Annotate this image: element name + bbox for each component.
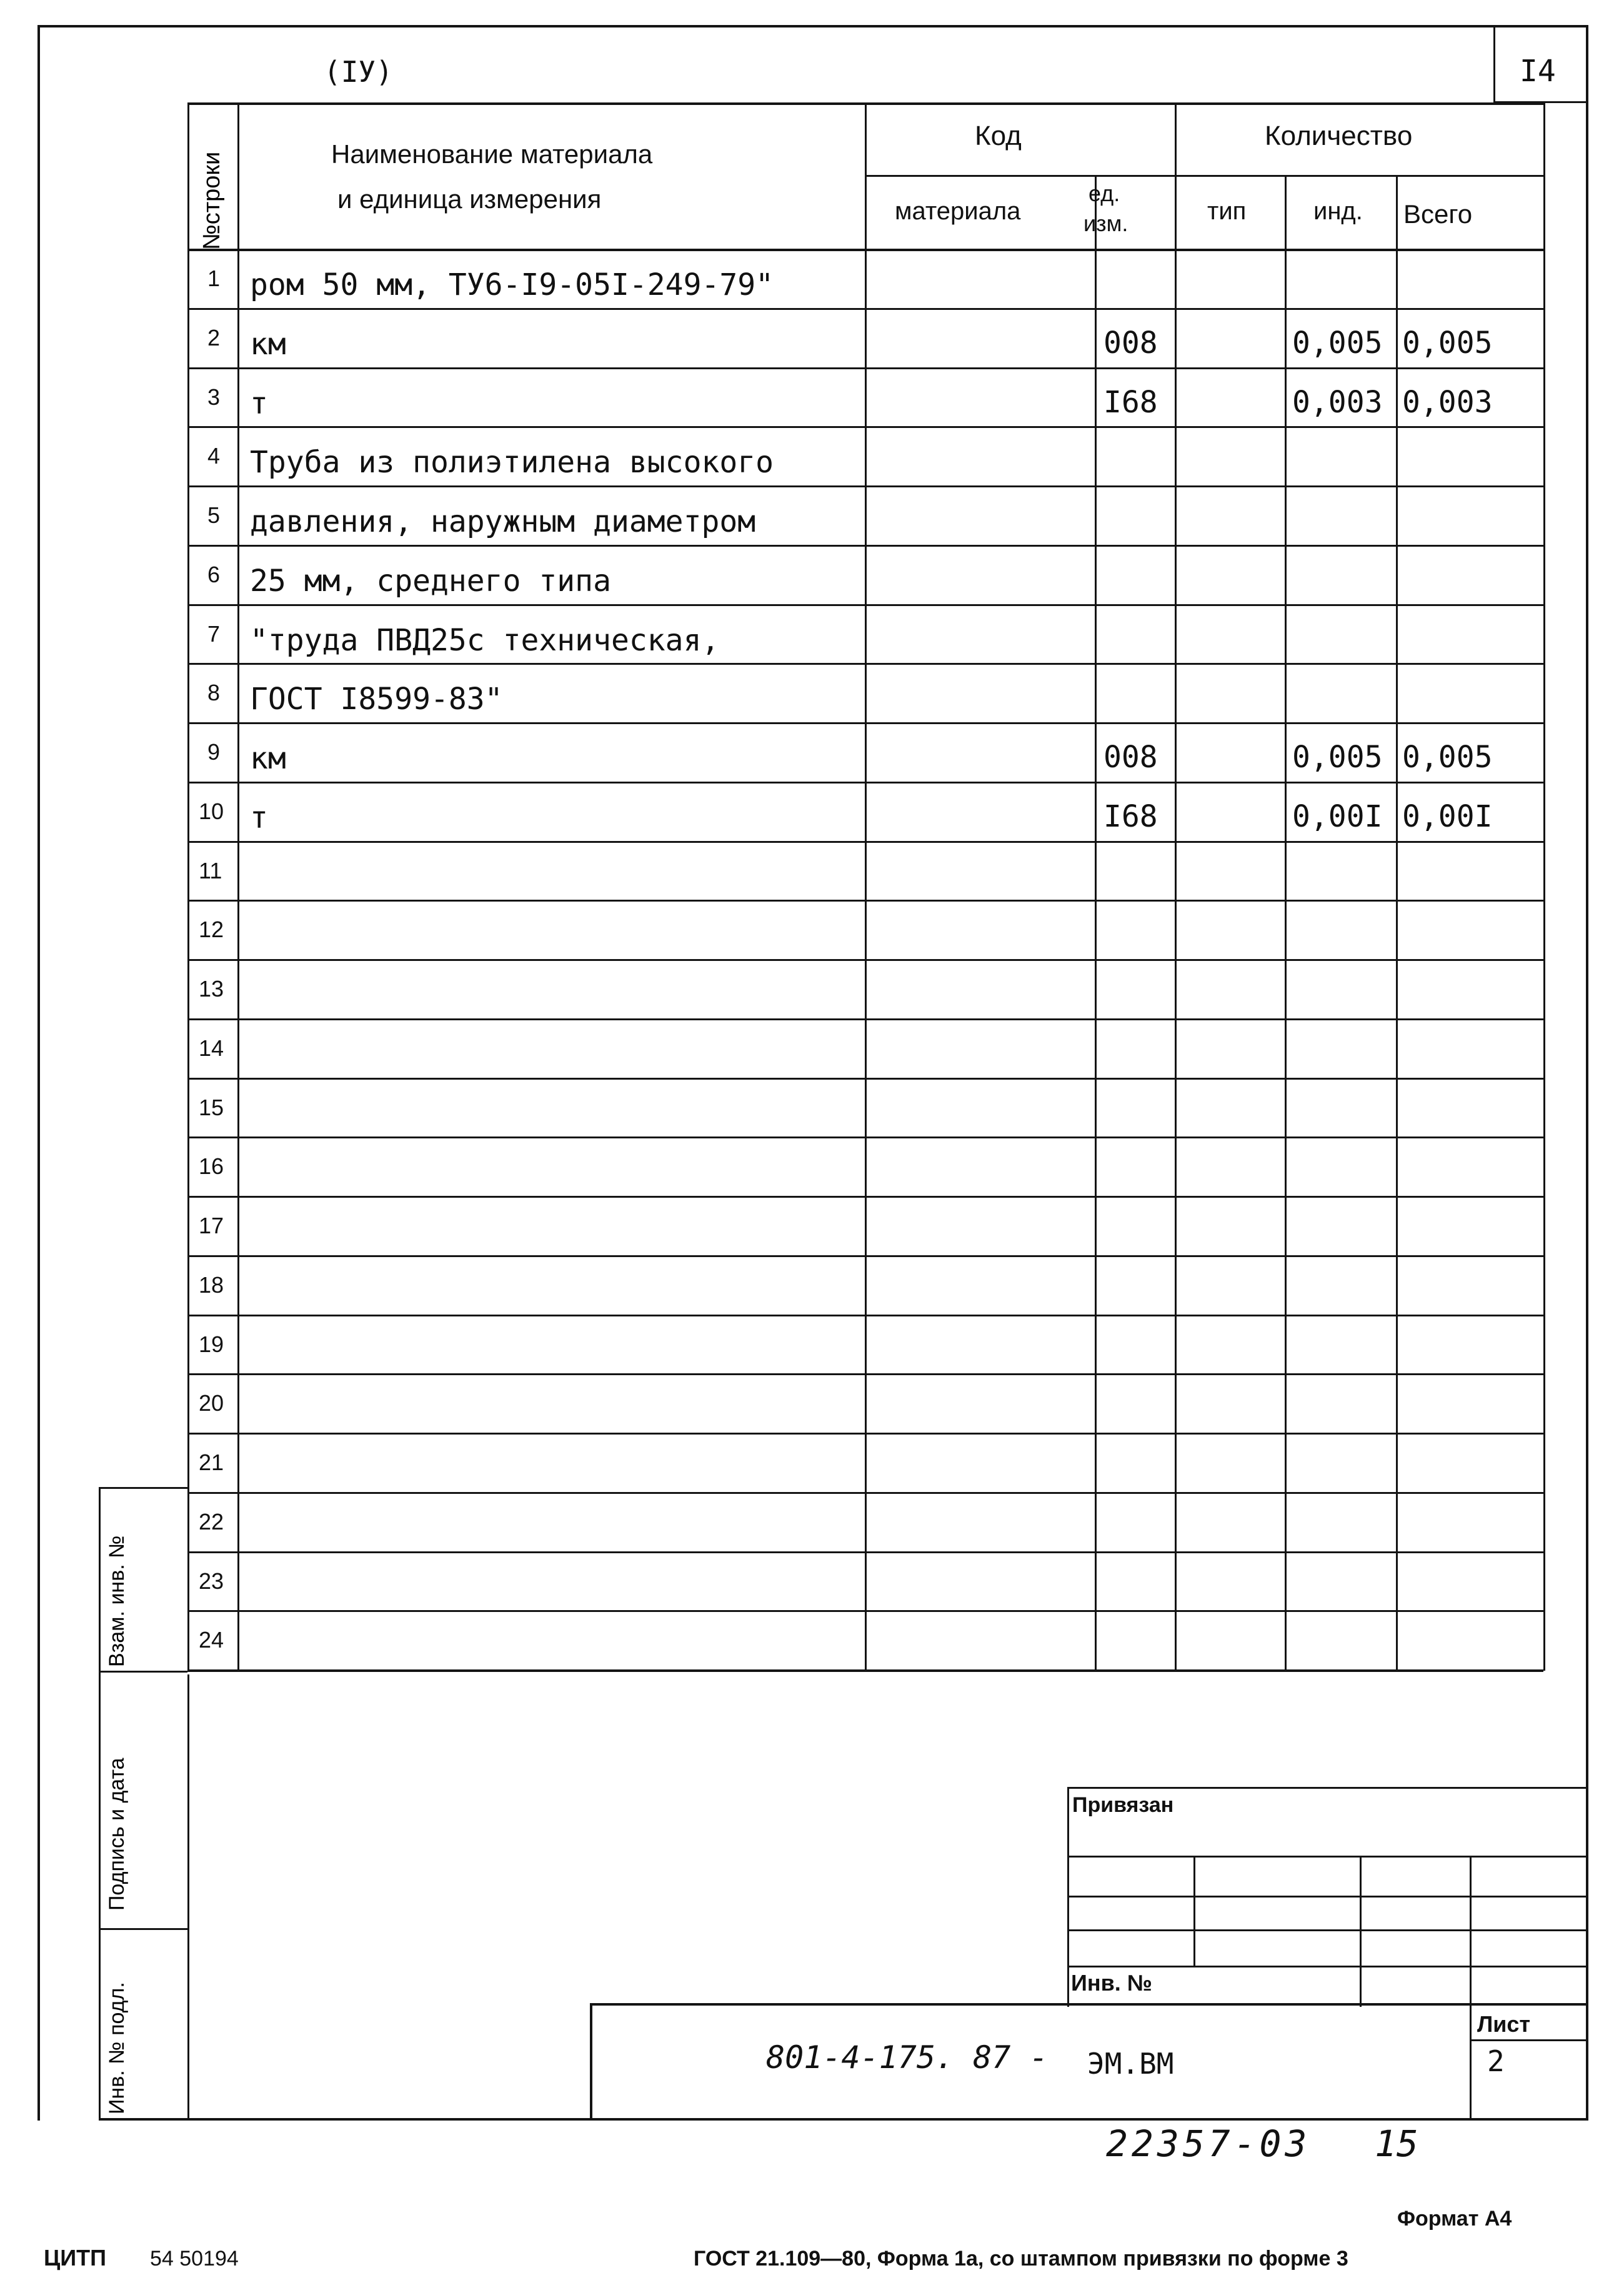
row-number: 9	[207, 739, 221, 765]
row-number: 15	[199, 1095, 224, 1120]
row-unit-code: 008	[1103, 740, 1158, 775]
header-unit-line1: ед.	[1088, 181, 1120, 206]
footer-org: ЦИТП	[44, 2245, 107, 2271]
frame-top	[37, 25, 1588, 27]
title-block-left	[590, 2003, 592, 2121]
row-number: 2	[207, 325, 221, 351]
row-unit-code: I68	[1103, 385, 1158, 420]
stamp-line-2	[1067, 1896, 1588, 1898]
row-name: км	[250, 327, 286, 362]
footer-format: Формат А4	[1397, 2207, 1512, 2231]
row-number: 22	[199, 1509, 224, 1534]
side-label-podpis: Подпись и дата	[105, 1758, 129, 1911]
column-line	[1175, 102, 1177, 1671]
row-number: 12	[199, 917, 224, 942]
row-name: "труда ПВД25с техническая,	[250, 623, 720, 658]
row-name: ром 50 мм, ТУ6-I9-05I-249-79"	[250, 267, 774, 302]
stamp-inv-no: Инв. №	[1071, 1970, 1152, 1996]
stamp-col-2	[1360, 1856, 1362, 2007]
row-unit-code: 008	[1103, 326, 1158, 361]
stamp-line-1	[1067, 1856, 1588, 1858]
row-number: 11	[199, 858, 222, 883]
side-label-vzam: Взам. инв. №	[105, 1535, 129, 1667]
row-number: 7	[207, 621, 221, 647]
section-label: (IУ)	[324, 55, 393, 89]
row-number: 6	[207, 562, 221, 587]
column-line	[1095, 175, 1097, 1671]
stamp-sheet-value: 2	[1487, 2044, 1505, 2078]
stamp-doc-suffix: ЭМ.ВМ	[1087, 2047, 1174, 2081]
lower-area-left	[187, 1674, 189, 2121]
column-line	[237, 102, 239, 1671]
page-number-divider	[1493, 25, 1495, 102]
row-number: 5	[207, 502, 221, 528]
title-block-sheet-divider	[1470, 2003, 1472, 2121]
stamp-line-4	[1067, 1966, 1588, 1967]
header-mid-line	[865, 175, 1543, 177]
footer-order-no: 54 50194	[150, 2247, 239, 2271]
row-number: 19	[199, 1331, 224, 1357]
row-name: Труба из полиэтилена высокого	[250, 445, 774, 480]
row-name: т	[250, 386, 268, 421]
side-divider-1	[99, 1671, 187, 1673]
header-row-number: №строки	[199, 151, 225, 250]
side-label-inv-podl: Инв. № подл.	[105, 1982, 129, 2114]
title-block-top	[590, 2003, 1588, 2006]
page-number: I4	[1520, 54, 1556, 89]
stamp-privyazan: Привязан	[1072, 1793, 1174, 1817]
row-number: 16	[199, 1153, 224, 1179]
stamp-sheet-label: Лист	[1477, 2011, 1531, 2037]
row-number: 24	[199, 1627, 224, 1653]
frame-right	[1586, 25, 1588, 2121]
footer-gost: ГОСТ 21.109—80, Форма 1а, со штампом привязки по форме 3	[694, 2247, 1348, 2271]
header-type: тип	[1207, 197, 1247, 225]
stamp-doc-code: 801-4-175. 87 -	[766, 2039, 1049, 2076]
stamp-line-3	[1067, 1929, 1588, 1931]
row-total-qty: 0,003	[1402, 385, 1493, 420]
column-line	[1543, 102, 1545, 1671]
row-total-qty: 0,00I	[1402, 799, 1493, 834]
lower-area-bottom	[99, 2118, 1588, 2121]
row-ind-qty: 0,005	[1292, 740, 1383, 775]
handwritten-number: 22357-03	[1106, 2122, 1311, 2165]
row-ind-qty: 0,00I	[1292, 799, 1383, 834]
column-line	[187, 102, 189, 1671]
row-number: 13	[199, 976, 224, 1002]
row-number: 20	[199, 1390, 224, 1416]
header-material: материала	[895, 197, 1021, 225]
side-divider-2	[99, 1928, 187, 1930]
row-number: 1	[207, 266, 221, 291]
header-code-group: Код	[975, 121, 1022, 151]
title-block-sheet-line	[1470, 2039, 1588, 2041]
column-line	[1396, 175, 1398, 1671]
column-line	[865, 102, 867, 1671]
row-total-qty: 0,005	[1402, 326, 1493, 361]
header-total: Всего	[1403, 199, 1473, 229]
row-number: 21	[199, 1450, 224, 1475]
row-number: 10	[199, 798, 224, 824]
header-ind: инд.	[1313, 197, 1363, 225]
row-number: 3	[207, 384, 221, 410]
row-name: 25 мм, среднего типа	[250, 564, 611, 599]
header-name-line2: и единица измерения	[337, 184, 602, 214]
row-name: ГОСТ I8599-83"	[250, 682, 503, 717]
side-panel-left	[99, 1487, 101, 2121]
row-ind-qty: 0,003	[1292, 385, 1383, 420]
row-number: 17	[199, 1213, 224, 1238]
side-panel-top	[99, 1487, 187, 1489]
stamp-col-3	[1470, 1856, 1472, 2007]
handwritten-page: 15	[1375, 2122, 1418, 2165]
row-total-qty: 0,005	[1402, 740, 1493, 775]
header-qty-group: Количество	[1265, 121, 1413, 151]
row-ind-qty: 0,005	[1292, 326, 1383, 361]
row-name: т	[250, 800, 268, 835]
row-number: 23	[199, 1568, 224, 1594]
row-name: давления, наружным диаметром	[250, 504, 756, 539]
row-number: 4	[207, 443, 221, 469]
row-number: 8	[207, 680, 221, 705]
header-unit-line2: изм.	[1083, 211, 1128, 236]
row-number: 18	[199, 1272, 224, 1298]
row-name: км	[250, 741, 286, 776]
frame-left	[37, 25, 40, 2121]
stamp-top	[1067, 1787, 1588, 1789]
column-line	[1285, 175, 1287, 1671]
row-number: 14	[199, 1035, 224, 1061]
stamp-col-1	[1193, 1856, 1195, 1966]
header-name-line1: Наименование материала	[331, 139, 653, 169]
row-unit-code: I68	[1103, 799, 1158, 834]
